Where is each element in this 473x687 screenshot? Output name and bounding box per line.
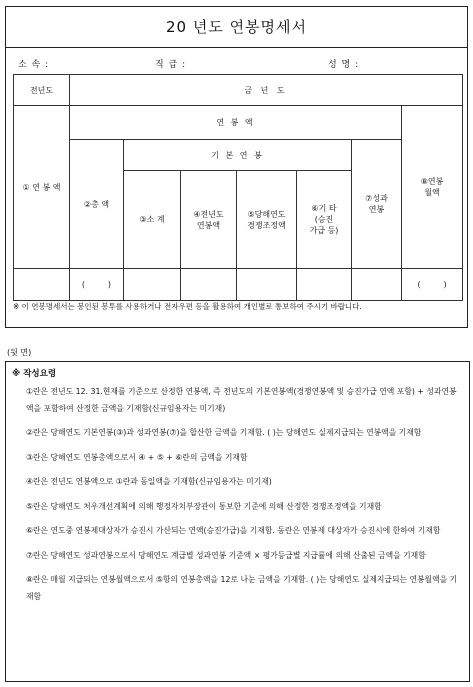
total-amount-label: ②총 액 — [70, 140, 124, 269]
prev-base-salary-label: ④전년도 연봉액 — [181, 171, 237, 269]
back-side-label: (뒷 면) — [7, 348, 32, 357]
instruction-item: ⑦란은 당해연도 성과연봉으로서 당해연도 계급별 성과연봉 기준액 × 평가등급별 지급률에 의해 산출된 금액을 기재함 — [26, 550, 426, 560]
instruction-item: ②란은 당해연도 기본연봉(③)과 성과연봉(⑦)을 합산한 금액을 기재함. ( )는 당해연도 실제지급되는 연봉액을 기재함 — [26, 428, 422, 437]
prev-salary-cell[interactable] — [14, 269, 70, 301]
rank-label: 직 급 : — [155, 60, 187, 70]
instruction-item: ⑧란은 매월 지급되는 연봉월액으로서 ⑤항의 연봉총액을 12로 나눈 금액을 기재함. ( )는 당해연도 실제지급되는 연봉월액을 기재함 — [26, 575, 458, 601]
instructions-heading: ※ 작성요령 — [12, 369, 57, 379]
adjustment-label: ⑤당해연도 경쟁조정액 — [237, 171, 297, 269]
base-salary-header: 기 본 연 봉 — [124, 140, 352, 171]
monthly-cell[interactable]: ( ) — [402, 269, 463, 301]
name-label: 성 명 : — [328, 60, 360, 70]
total-amount-cell[interactable]: ( ) — [70, 269, 124, 301]
instruction-item: ④란은 전년도 연봉액으로 ①란과 동일액을 기재함(신규임용자는 미기재) — [26, 477, 272, 486]
instruction-item: ①란은 전년도 12. 31.현재를 기준으로 산정한 연봉액, 즉 전년도의 기본연봉액(경쟁연봉액 및 승진가급 연액 포함) + 성과연봉액을 포함하여 산정한 금액을 기재함(신규임용자는 미기재) — [26, 387, 457, 413]
salary-amount-header: 연 봉 액 — [70, 106, 402, 140]
prev-base-cell[interactable] — [181, 269, 237, 301]
title-underline — [5, 47, 468, 48]
adjustment-cell[interactable] — [237, 269, 297, 301]
notice-text: ※ 이 연봉명세서는 봉인된 봉투를 사용하거나 전자우편 등을 활용하여 개인별로 통보하여 주시기 바랍니다. — [13, 302, 362, 311]
other-label: ⑥기 타 (승진 가급 등) — [297, 171, 352, 269]
dept-label: 소 속 : — [18, 60, 50, 70]
monthly-salary-label: ⑧연봉 월액 — [402, 106, 463, 269]
page-title: 20 년도 연봉명세서 — [165, 18, 308, 36]
instructions-box — [5, 361, 470, 682]
prev-salary-label: ① 연 봉 액 — [14, 106, 70, 269]
instruction-item: ③란은 당해연도 연봉총액으로서 ④ + ⑤ + ⑥란의 금액을 기재함 — [26, 452, 248, 462]
instructions-list — [26, 384, 464, 613]
this-year-header: 금 년 도 — [70, 75, 463, 106]
performance-cell[interactable] — [352, 269, 402, 301]
performance-salary-label: ⑦성과 연봉 — [352, 140, 402, 269]
subtotal-cell[interactable] — [124, 269, 181, 301]
instruction-item: ⑥란은 연도중 연봉제대상자가 승진시 가산되는 연액(승진가급)을 기재함. 동란은 연봉제 대상자가 승진시에 한하여 기재함 — [26, 526, 441, 535]
subtotal-label: ③소 계 — [124, 171, 181, 269]
salary-table — [13, 74, 463, 301]
other-cell[interactable] — [297, 269, 352, 301]
instruction-item: ⑤란은 당해연도 처우개선계획에 의해 행정자치부장관이 통보한 기준에 의해 산정한 경쟁조정액을 기재함 — [26, 501, 382, 511]
prev-year-header: 전년도 — [14, 75, 70, 106]
